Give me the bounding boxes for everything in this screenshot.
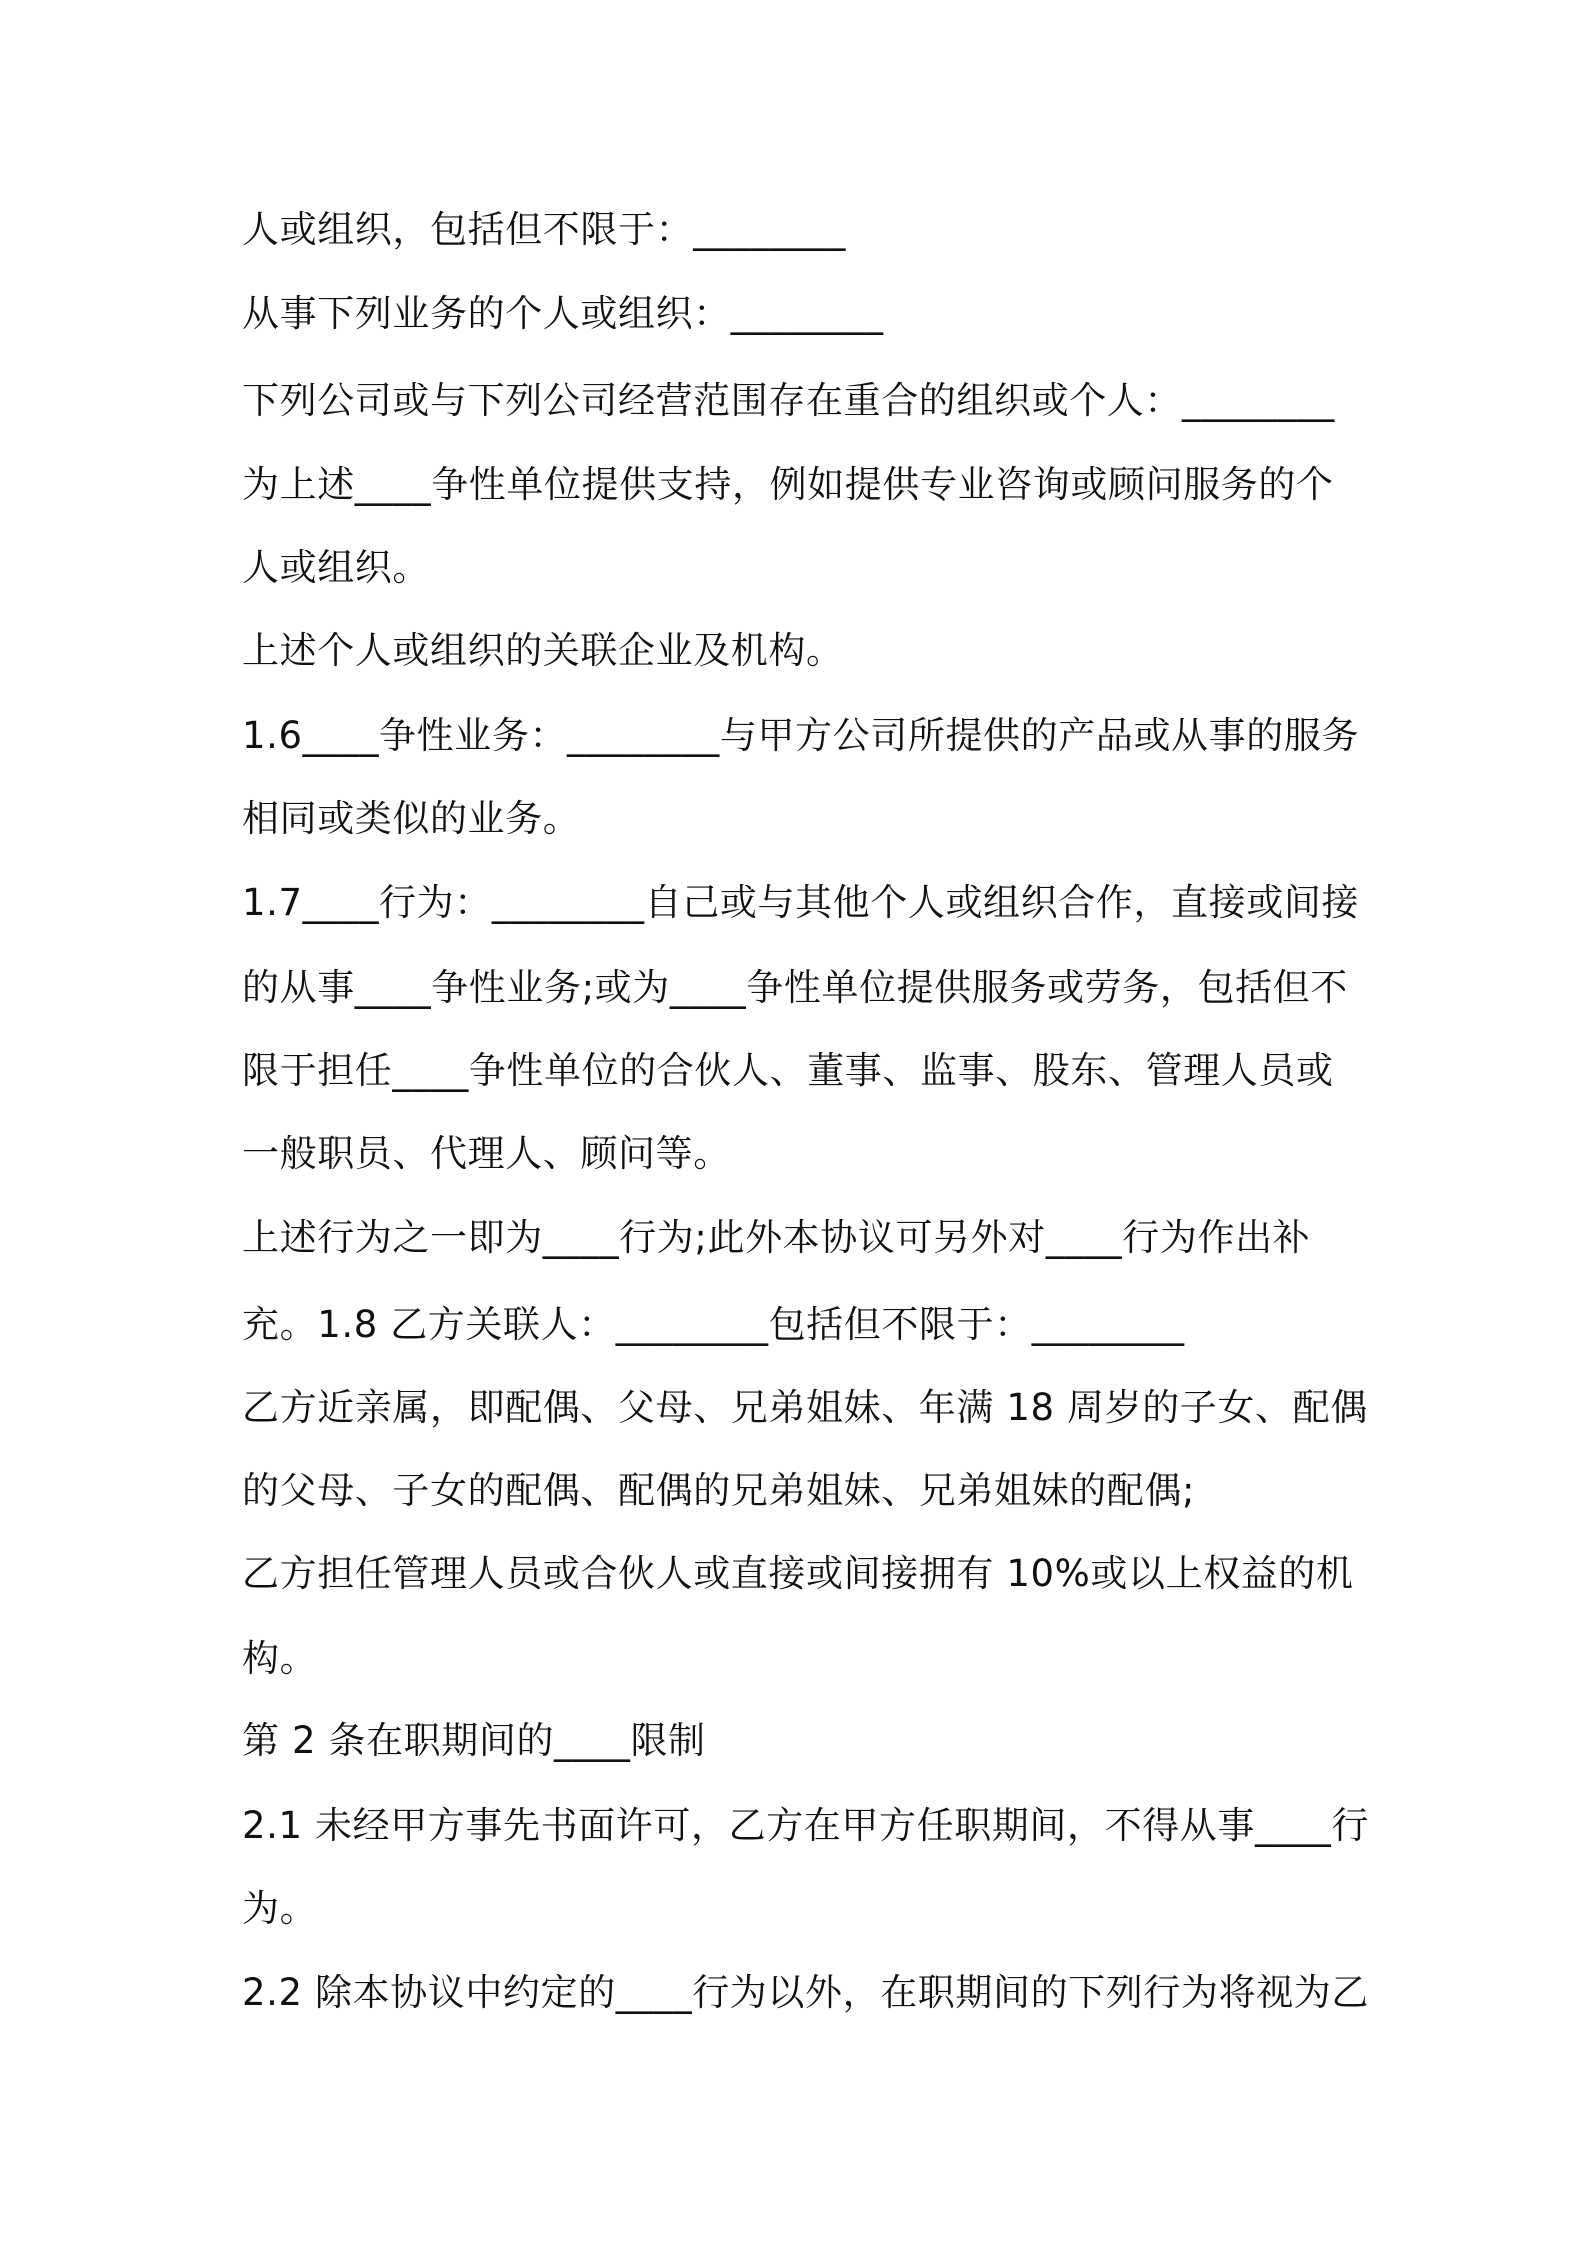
text-line: 2.1 未经甲方事先书面许可，乙方在甲方任职期间，不得从事____行	[242, 1804, 1370, 1847]
text-line: 第 2 条在职期间的____限制	[242, 1719, 706, 1762]
text-line: 为。	[242, 1887, 318, 1930]
text-line: 的父母、子女的配偶、配偶的兄弟姐妹、兄弟姐妹的配偶;	[242, 1469, 1196, 1512]
text-line: 充。1.8 乙方关联人：________包括但不限于：________	[242, 1303, 1185, 1346]
text-line: 下列公司或与下列公司经营范围存在重合的组织或个人：________	[242, 379, 1335, 422]
text-line: 1.7____行为：________自己或与其他个人或组织合作，直接或间接	[242, 881, 1360, 924]
text-line: 为上述____争性单位提供支持，例如提供专业咨询或顾问服务的个	[242, 463, 1334, 506]
text-line: 1.6____争性业务：________与甲方公司所提供的产品或从事的服务	[242, 714, 1360, 757]
text-line: 一般职员、代理人、顾问等。	[242, 1132, 731, 1175]
text-line: 人或组织。	[242, 546, 430, 589]
text-line: 从事下列业务的个人或组织：________	[242, 292, 884, 335]
text-line: 上述行为之一即为____行为;此外本协议可另外对____行为作出补	[242, 1216, 1311, 1259]
text-line: 限于担任____争性单位的合伙人、董事、监事、股东、管理人员或	[242, 1049, 1334, 1092]
text-line: 乙方近亲属，即配偶、父母、兄弟姐妹、年满 18 周岁的子女、配偶	[242, 1386, 1368, 1429]
text-line: 相同或类似的业务。	[242, 797, 581, 840]
text-line: 上述个人或组织的关联企业及机构。	[242, 629, 844, 672]
text-line: 乙方担任管理人员或合伙人或直接或间接拥有 10%或以上权益的机	[242, 1552, 1354, 1595]
text-line: 2.2 除本协议中约定的____行为以外，在职期间的下列行为将视为乙	[242, 1971, 1370, 2014]
text-line: 构。	[242, 1637, 318, 1680]
text-line: 人或组织，包括但不限于：________	[242, 208, 846, 251]
text-line: 的从事____争性业务;或为____争性单位提供服务或劳务，包括但不	[242, 966, 1348, 1009]
